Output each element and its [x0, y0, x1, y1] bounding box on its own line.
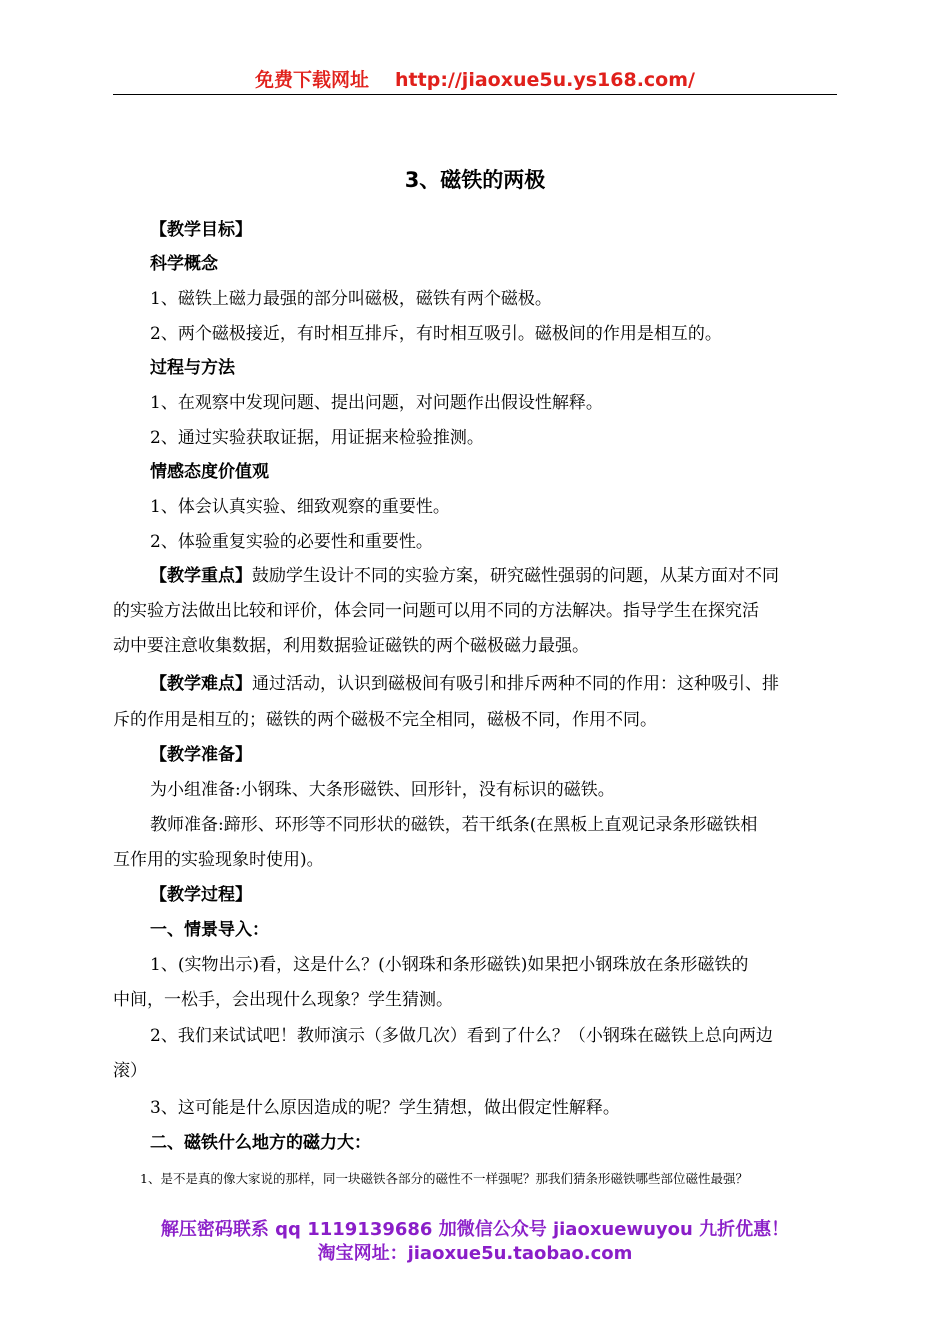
header-url[interactable]: http://jiaoxue5u.ys168.com/ — [395, 69, 695, 91]
paragraph: 2、体验重复实验的必要性和重要性。 — [150, 532, 433, 552]
paragraph-text: 通过活动，认识到磁极间有吸引和排斥两种不同的作用：这种吸引、排 — [252, 674, 779, 694]
paragraph-small: 1、是不是真的像大家说的那样，同一块磁铁各部分的磁性不一样强呢？那我们猜条形磁铁哪些部位磁性最强？ — [140, 1171, 748, 1186]
subheading-magnet-strength: 二、磁铁什么地方的磁力大： — [150, 1133, 371, 1153]
header-label: 免费下载网址 — [255, 69, 370, 91]
paragraph: 中间，一松手，会出现什么现象？学生猜测。 — [113, 990, 453, 1010]
section-heading-key-points: 【教学重点】 — [150, 566, 252, 586]
paragraph-text: 鼓励学生设计不同的实验方案，研究磁性强弱的问题，从某方面对不同 — [252, 566, 779, 586]
paragraph: 1、磁铁上磁力最强的部分叫磁极，磁铁有两个磁极。 — [150, 289, 552, 309]
subheading-attitudes: 情感态度价值观 — [150, 462, 269, 482]
subheading-concepts: 科学概念 — [150, 254, 218, 274]
paragraph: 1、在观察中发现问题、提出问题，对问题作出假设性解释。 — [150, 393, 603, 413]
paragraph: 教师准备:蹄形、环形等不同形状的磁铁，若干纸条(在黑板上直观记录条形磁铁相 — [150, 815, 758, 835]
section-heading-preparation: 【教学准备】 — [150, 745, 252, 765]
page-title: 3、磁铁的两极 — [404, 168, 546, 192]
paragraph: 2、通过实验获取证据，用证据来检验推测。 — [150, 428, 484, 448]
footer-taobao[interactable]: 淘宝网址：jiaoxue5u.taobao.com — [317, 1243, 633, 1264]
paragraph: 2、两个磁极接近，有时相互排斥，有时相互吸引。磁极间的作用是相互的。 — [150, 324, 722, 344]
section-heading-objectives: 【教学目标】 — [150, 220, 252, 240]
paragraph: 为小组准备:小钢珠、大条形磁铁、回形针，没有标识的磁铁。 — [150, 780, 615, 800]
section-heading-difficulties: 【教学难点】 — [150, 674, 252, 694]
subheading-intro: 一、情景导入： — [150, 920, 269, 940]
paragraph: 的实验方法做出比较和评价，体会同一问题可以用不同的方法解决。指导学生在探究活 — [113, 601, 759, 621]
section-heading-process: 【教学过程】 — [150, 885, 252, 905]
paragraph: 滚） — [113, 1061, 147, 1081]
page-header — [113, 66, 837, 95]
key-points-line — [150, 564, 876, 588]
paragraph: 互作用的实验现象时使用)。 — [113, 850, 324, 870]
difficulties-line — [150, 672, 876, 696]
paragraph: 斥的作用是相互的；磁铁的两个磁极不完全相同，磁极不同，作用不同。 — [113, 710, 657, 730]
paragraph: 1、体会认真实验、细致观察的重要性。 — [150, 497, 450, 517]
subheading-process: 过程与方法 — [150, 358, 235, 378]
paragraph: 动中要注意收集数据，利用数据验证磁铁的两个磁极磁力最强。 — [113, 636, 589, 656]
paragraph: 1、(实物出示)看，这是什么？(小钢珠和条形磁铁)如果把小钢珠放在条形磁铁的 — [150, 955, 749, 975]
paragraph: 2、我们来试试吧！教师演示（多做几次）看到了什么？（小钢珠在磁铁上总向两边 — [150, 1026, 773, 1046]
footer-contact: 解压密码联系 qq 1119139686 加微信公众号 jiaoxuewuyou 九折优惠！ — [160, 1219, 790, 1240]
paragraph: 3、这可能是什么原因造成的呢？学生猜想，做出假定性解释。 — [150, 1098, 620, 1118]
